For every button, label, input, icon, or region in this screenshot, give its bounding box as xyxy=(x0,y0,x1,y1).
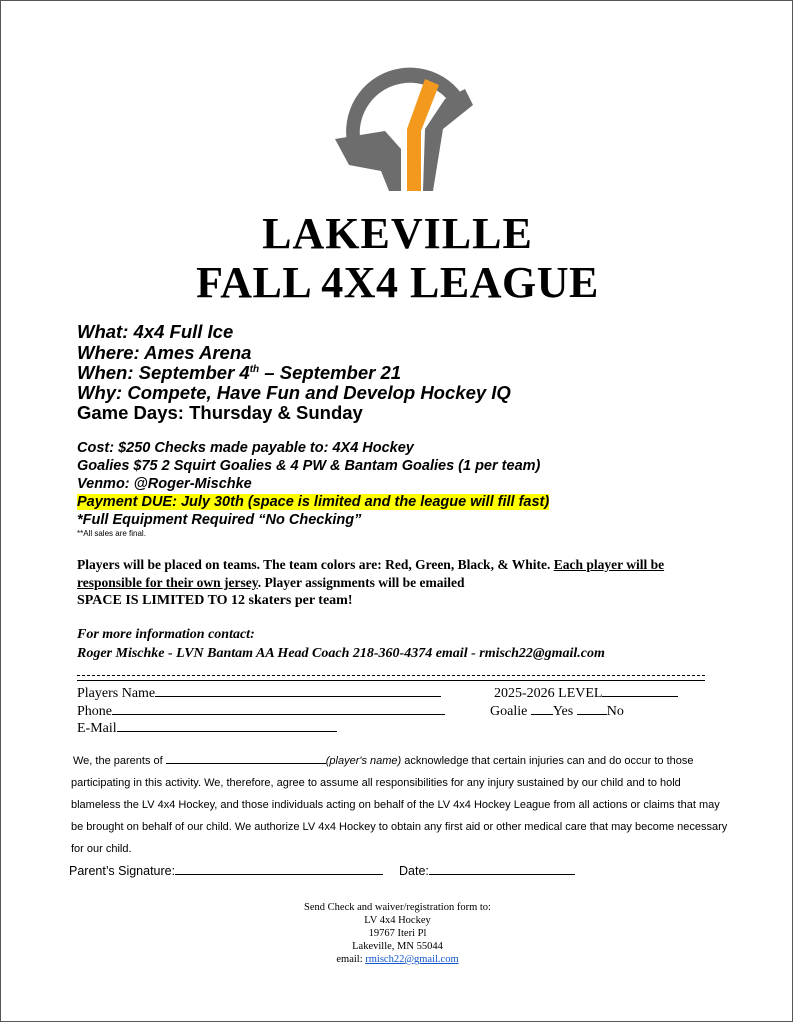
divider-line xyxy=(77,680,705,681)
hockey-logo xyxy=(325,59,475,195)
sales-final-note: **All sales are final. xyxy=(77,529,146,538)
date-blank[interactable] xyxy=(429,863,575,875)
where-line: Where: Ames Arena xyxy=(77,342,252,363)
phone-blank[interactable] xyxy=(112,701,445,715)
waiver-paragraph xyxy=(71,750,731,860)
footer-email-line xyxy=(1,953,794,966)
game-days-label: Game Days xyxy=(77,402,178,423)
teams-line-1-underlined: Each player will be xyxy=(553,557,665,572)
goalie-yes-label: Yes xyxy=(552,704,577,719)
goalie-no-label: No xyxy=(606,704,624,719)
level-blank[interactable] xyxy=(602,683,678,697)
date-label: Date: xyxy=(399,864,429,878)
teams-line-1-text: Players will be placed on teams. The team colors are: Red, Green, Black, & White. xyxy=(77,557,554,572)
contact-details: Roger Mischke - LVN Bantam AA Head Coach 218-360-4374 email - rmisch22@gmail.com xyxy=(77,646,605,661)
payment-due-highlight: Payment DUE: July 30th (space is limited and the league will fill fast) xyxy=(77,494,550,510)
why-line: Why: Compete, Have Fun and Develop Hockey IQ xyxy=(77,382,511,403)
email-label: E-Mail xyxy=(77,721,117,736)
waiver-post: acknowledge that certain injuries can and do occur to those participating in this activity. We, therefore, agree to assume all responsibilities for any injury sustained by our child and to hold blameless the LV 4x4 Hockey, and those individuals acting on behalf of the LV 4x4 Hockey League from all actions or claims that may be brought on behalf of our child. We authorize LV 4x4 Hockey to obtain any first aid or other medical care that may become necessary for our child. xyxy=(71,755,728,855)
players-name-label: Players Name xyxy=(77,686,156,701)
footer-line-1: Send Check and waiver/registration form to: xyxy=(304,902,491,913)
game-days-value: : Thursday & Sunday xyxy=(177,402,363,423)
players-name-field[interactable] xyxy=(77,683,441,702)
what-line: What: 4x4 Full Ice xyxy=(77,321,234,342)
teams-line-2 xyxy=(77,575,465,591)
title-line-1: LAKEVILLE xyxy=(262,209,533,258)
goalie-no-blank[interactable] xyxy=(577,701,607,715)
teams-line-2-text: . Player assignments will be emailed xyxy=(257,575,465,590)
footer-line-2: LV 4x4 Hockey xyxy=(364,915,431,926)
title-line-2: FALL 4X4 LEAGUE xyxy=(196,258,599,307)
footer-line-4: Lakeville, MN 55044 xyxy=(352,941,443,952)
teams-line-2-underlined: responsible for their own jersey xyxy=(77,575,258,590)
email-field[interactable] xyxy=(77,718,337,737)
parent-signature-blank[interactable] xyxy=(175,863,383,875)
goalie-yes-blank[interactable] xyxy=(531,701,553,715)
level-field[interactable] xyxy=(494,683,678,702)
footer-email-label: email: xyxy=(336,954,366,965)
cut-line-dashed xyxy=(77,675,705,676)
footer-email-link[interactable]: rmisch22@gmail.com xyxy=(365,954,459,965)
waiver-player-name-label: (player's name) xyxy=(325,755,402,767)
when-line xyxy=(77,362,401,384)
goalie-label: Goalie xyxy=(490,704,531,719)
parent-signature-field[interactable] xyxy=(69,863,383,878)
mailing-instructions xyxy=(1,901,794,966)
phone-label: Phone xyxy=(77,704,112,719)
teams-line-1 xyxy=(77,557,664,573)
email-blank[interactable] xyxy=(117,718,337,732)
when-suffix: – September 21 xyxy=(259,362,402,383)
cost-line: Cost: $250 Checks made payable to: 4X4 Hockey xyxy=(77,440,414,456)
parent-signature-label: Parent’s Signature: xyxy=(69,864,176,878)
game-days-line xyxy=(77,402,363,424)
when-prefix: When: September 4 xyxy=(77,362,250,383)
payment-due-line xyxy=(77,494,549,510)
date-field[interactable] xyxy=(399,863,575,878)
space-limited-line: SPACE IS LIMITED TO 12 skaters per team! xyxy=(77,593,353,608)
waiver-player-blank[interactable] xyxy=(166,752,326,764)
goalie-field[interactable] xyxy=(490,701,624,720)
waiver-pre: We, the parents of xyxy=(73,755,166,767)
players-name-blank[interactable] xyxy=(155,683,441,697)
level-label: 2025-2026 LEVEL xyxy=(494,686,603,701)
footer-line-3: 19767 Iteri Pl xyxy=(368,928,427,939)
when-superscript: th xyxy=(249,363,260,375)
logo-stick-gray-left xyxy=(335,131,401,191)
goalies-line: Goalies $75 2 Squirt Goalies & 4 PW & Bantam Goalies (1 per team) xyxy=(77,458,541,474)
equipment-line: *Full Equipment Required “No Checking” xyxy=(77,512,362,528)
venmo-line: Venmo: @Roger-Mischke xyxy=(77,476,252,492)
contact-heading: For more information contact: xyxy=(77,627,255,642)
